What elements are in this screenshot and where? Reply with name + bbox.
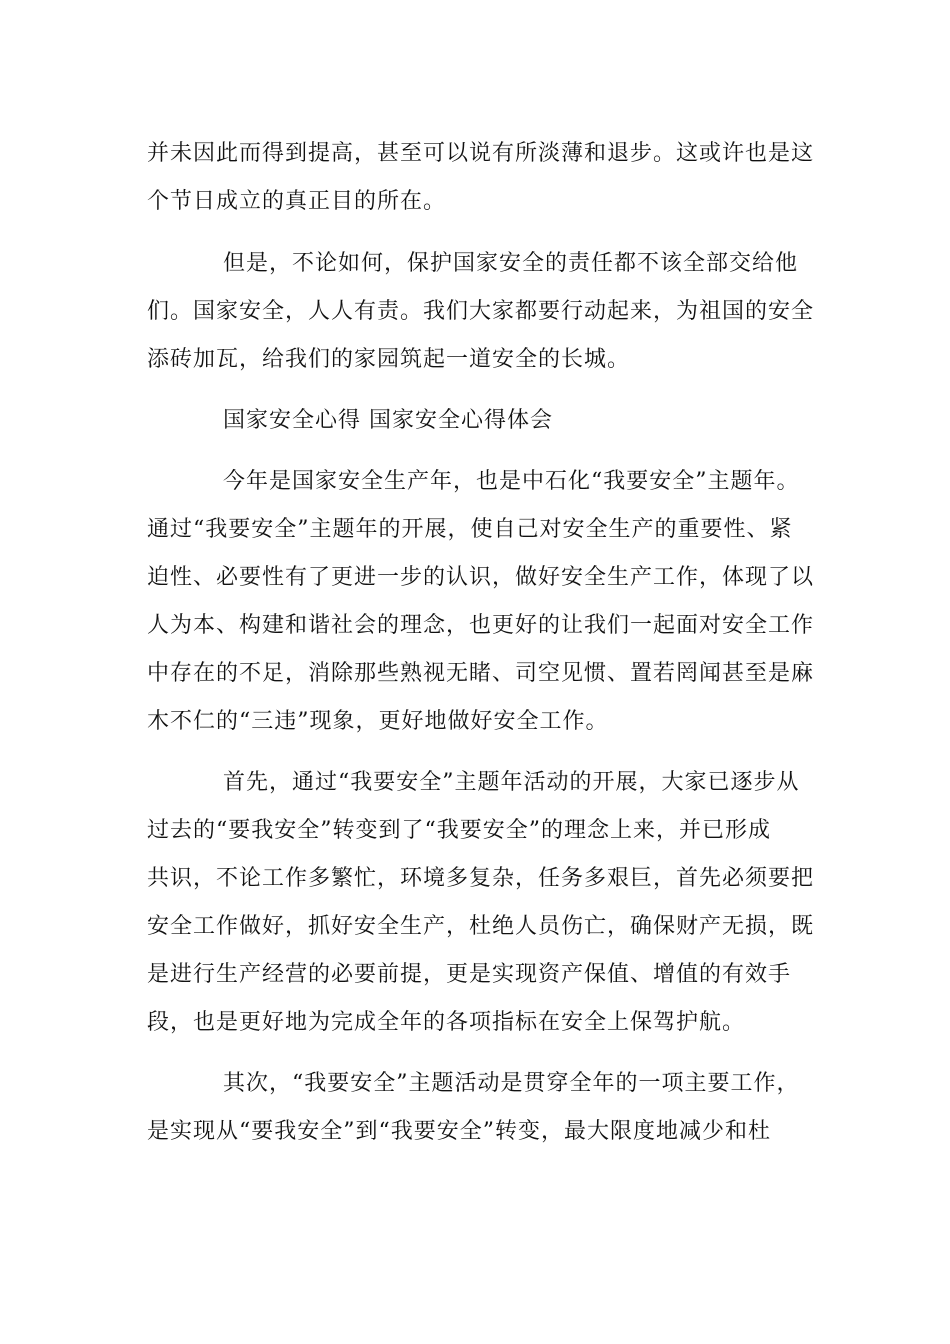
- text-line: 迫性、必要性有了更进一步的认识，做好安全生产工作，体现了以: [147, 565, 815, 590]
- text-line: 是实现从“要我安全”到“我要安全”转变，最大限度地减少和杜: [147, 1119, 771, 1144]
- text-line: 人为本、构建和谐社会的理念，也更好的让我们一起面对安全工作: [147, 613, 815, 638]
- text-line: 中存在的不足，消除那些熟视无睹、司空见惯、置若罔闻甚至是麻: [147, 661, 815, 686]
- paragraph-start-line: 其次，“我要安全”主题活动是贯穿全年的一项主要工作，: [223, 1071, 800, 1096]
- text-line: 并未因此而得到提高，甚至可以说有所淡薄和退步。这或许也是这: [147, 141, 815, 166]
- text-line: 个节日成立的真正目的所在。: [147, 189, 447, 214]
- paragraph-start-line: 但是，不论如何，保护国家安全的责任都不该全部交给他: [223, 251, 799, 276]
- text-line: 共识，不论工作多繁忙，环境多复杂，任务多艰巨，首先必须要把: [147, 866, 815, 891]
- paragraph-start-line: 首先，通过“我要安全”主题年活动的开展，大家已逐步从: [223, 770, 800, 795]
- text-line: 是进行生产经营的必要前提，更是实现资产保值、增值的有效手: [147, 962, 792, 987]
- text-line: 添砖加瓦，给我们的家园筑起一道安全的长城。: [147, 347, 631, 372]
- text-line: 通过“我要安全”主题年的开展，使自己对安全生产的重要性、紧: [147, 517, 793, 542]
- paragraph-start-line: 今年是国家安全生产年，也是中石化“我要安全”主题年。: [223, 469, 800, 494]
- text-line: 们。国家安全，人人有责。我们大家都要行动起来，为祖国的安全: [147, 299, 815, 324]
- section-heading: 国家安全心得 国家安全心得体会: [223, 408, 553, 433]
- text-line: 安全工作做好，抓好安全生产，杜绝人员伤亡，确保财产无损，既: [147, 914, 815, 939]
- text-line: 过去的“要我安全”转变到了“我要安全”的理念上来，并已形成: [147, 818, 771, 843]
- text-line: 段，也是更好地为完成全年的各项指标在安全上保驾护航。: [147, 1010, 746, 1035]
- text-line: 木不仁的“三违”现象，更好地做好安全工作。: [147, 709, 609, 734]
